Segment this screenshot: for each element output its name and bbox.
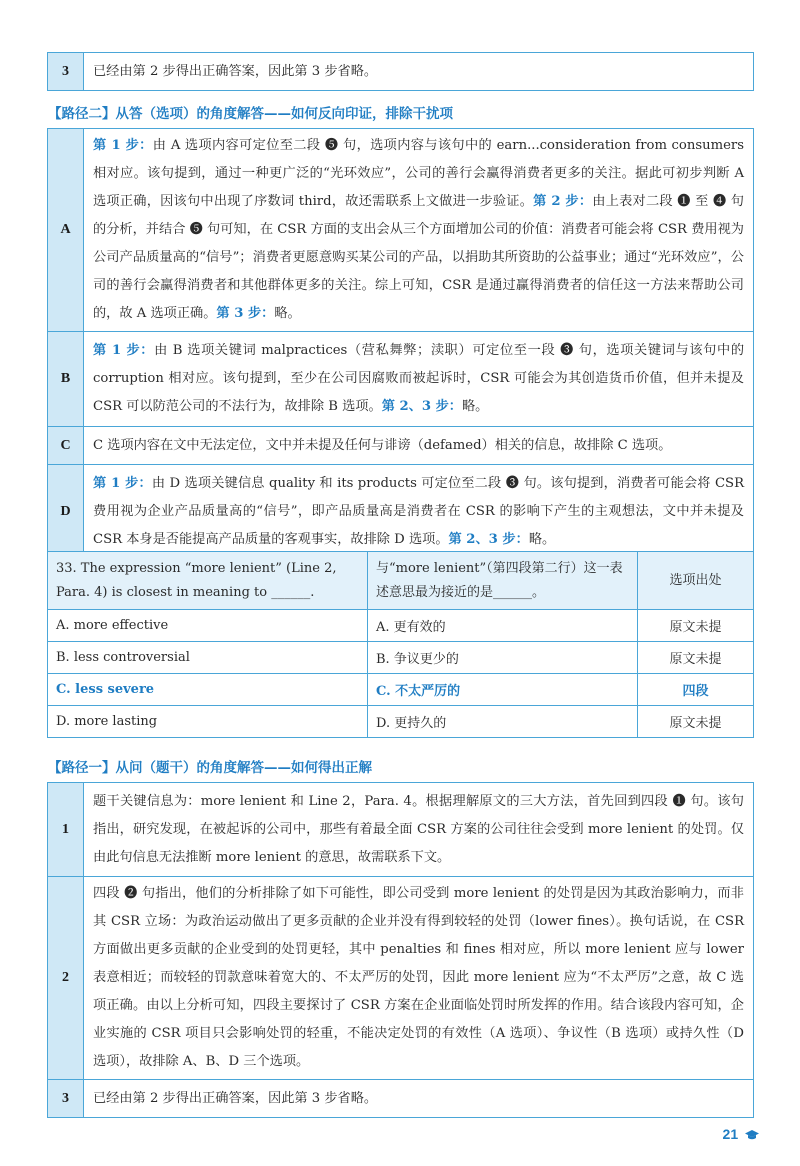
analysis-text: 由 D 选项关键信息 quality 和 its products 可定位至二段 ❸ 句。该句提到，消费者可能会将 CSR 费用视为企业产品质量高的“信号”，即产品质量高是消费者在 CSR 的影响下产生的主观想法，文中并未提及 CSR 本身是否能提高产品质量的客观事实，故排除 D 选项。 [93,476,745,547]
option-label: C [48,427,84,465]
step-number: 3 [48,53,84,91]
step-label: 第 2 步： [533,194,593,209]
stem-steps-table [47,782,754,1118]
option-analysis-text [84,427,754,465]
table-row [48,706,754,738]
step-text: 已经由第 2 步得出正确答案，因此第 3 步省略。 [84,1080,754,1118]
option-analysis-text [84,332,754,427]
question-33-table [47,551,754,738]
step-label: 第 1 步： [93,343,155,358]
step-text: 已经由第 2 步得出正确答案，因此第 3 步省略。 [84,53,754,91]
option-label: B [48,332,84,427]
question-en: 33. The expression “more lenient” (Line 2, Para. 4) is closest in meaning to ______. [48,552,368,610]
option-source: 四段 [638,674,754,706]
table-header-row [48,552,754,610]
option-zh: C. 不太严厉的 [368,674,638,706]
step-number: 2 [48,877,84,1080]
option-analysis-text [84,465,754,560]
analysis-text: 略。 [274,306,301,321]
step-label: 第 2、3 步： [381,399,462,414]
page-number-text: 21 [722,1126,739,1142]
source-header: 选项出处 [638,552,754,610]
step-label: 第 3 步： [216,306,275,321]
route1-title: 【路径一】从问（题干）的角度解答——如何得出正解 [48,760,372,776]
table-row [48,783,754,877]
option-zh: D. 更持久的 [368,706,638,738]
option-zh: A. 更有效的 [368,610,638,642]
graduation-cap-icon [744,1129,760,1141]
table-row [48,427,754,465]
step-text: 四段 ❷ 句指出，他们的分析排除了如下可能性，即公司受到 more lenient 的处罚是因为其政治影响力，而非其 CSR 立场：为政治运动做出了更多贡献的企业并没有得到较轻的处罚（lower fines）。换句话说，在 CSR 方面做出更多贡献的企业受到的处罚更轻，其中 penalties 和 fines 相对应，所以 more lenient 应与 lower 表意相近；而较轻的罚款意味着宽大的、不太严厉的处罚，因此 more lenient 应为“不太严厉”之意，故 C 选项正确。由以上分析可知，四段主要探讨了 CSR 方案在企业面临处罚时所发挥的作用。结合该段内容可知，企业实施的 CSR 项目只会影响处罚的轻重，不能决定处罚的有效性（A 选项）、争议性（B 选项）或持久性（D 选项），故排除 A、B、D 三个选项。 [84,877,754,1080]
step-label: 第 1 步： [93,476,152,491]
option-zh: B. 争议更少的 [368,642,638,674]
route2-title: 【路径二】从答（选项）的角度解答——如何反向印证，排除干扰项 [48,106,453,122]
option-source: 原文未提 [638,610,754,642]
analysis-text: 略。 [528,532,556,547]
option-label: A [48,129,84,332]
table-row [48,1080,754,1118]
table-row [48,129,754,332]
option-analysis-text [84,129,754,332]
step-label: 第 1 步： [93,138,153,153]
step-text: 题干关键信息为：more lenient 和 Line 2，Para. 4。根据理解原文的三大方法，首先回到四段 ❶ 句。该句指出，研究发现，在被起诉的公司中，那些有着最全面 CSR 方案的公司往往会受到 more lenient 的处罚。仅由此句信息无法推断 more lenient 的意思，故需联系下文。 [84,783,754,877]
analysis-text: 由上表对二段 ❶ 至 ❹ 句的分析，并结合 ❺ 句可知，在 CSR 方面的支出会从三个方面增加公司的价值：消费者可能会将 CSR 费用视为公司产品质量高的“信号”；消费者更愿意购买某公司的产品，以捐助其所资助的公益事业；通过“光环效应”，公司的善行会赢得消费者和其他群体更多的关注。综上可知，CSR 是通过赢得消费者的信任这一方法来帮助公司的，故 A 选项正确。 [93,194,744,321]
table-row [48,465,754,560]
page-number [723,1126,760,1142]
analysis-text: 略。 [462,399,489,414]
table-row [48,610,754,642]
step-number: 3 [48,1080,84,1118]
analysis-text: 由 B 选项关键词 malpractices（营私舞弊；渎职）可定位至一段 ❸ 句，选项关键词与该句中的 corruption 相对应。该句提到，至少在公司因腐败而被起诉时，CSR 可能会为其创造货币价值，但并未提及 CSR 可以防范公司的不法行为，故排除 B 选项。 [93,343,745,414]
option-en: B. less controversial [48,642,368,674]
top-step-table [47,52,754,91]
options-analysis-table [47,128,754,560]
table-row [48,642,754,674]
table-row [48,877,754,1080]
step-number: 1 [48,783,84,877]
option-en: C. less severe [48,674,368,706]
analysis-text: 由 A 选项内容可定位至二段 ❺ 句，选项内容与该句中的 earn...consideration from consumers 相对应。该句提到，通过一种更广泛的“光环效应”，公司的善行会赢得消费者更多的关注。据此可初步判断 A 选项正确，因该句中出现了序数词 third，故还需联系上文做进一步验证。 [93,138,745,209]
option-en: D. more lasting [48,706,368,738]
table-row-correct [48,674,754,706]
option-label: D [48,465,84,560]
option-source: 原文未提 [638,642,754,674]
question-zh: 与“more lenient”（第四段第二行）这一表述意思最为接近的是______。 [368,552,638,610]
table-row [48,53,754,91]
option-source: 原文未提 [638,706,754,738]
analysis-text: C 选项内容在文中无法定位，文中并未提及任何与诽谤（defamed）相关的信息，故排除 C 选项。 [93,437,672,453]
step-label: 第 2、3 步： [448,532,529,547]
table-row [48,332,754,427]
option-en: A. more effective [48,610,368,642]
